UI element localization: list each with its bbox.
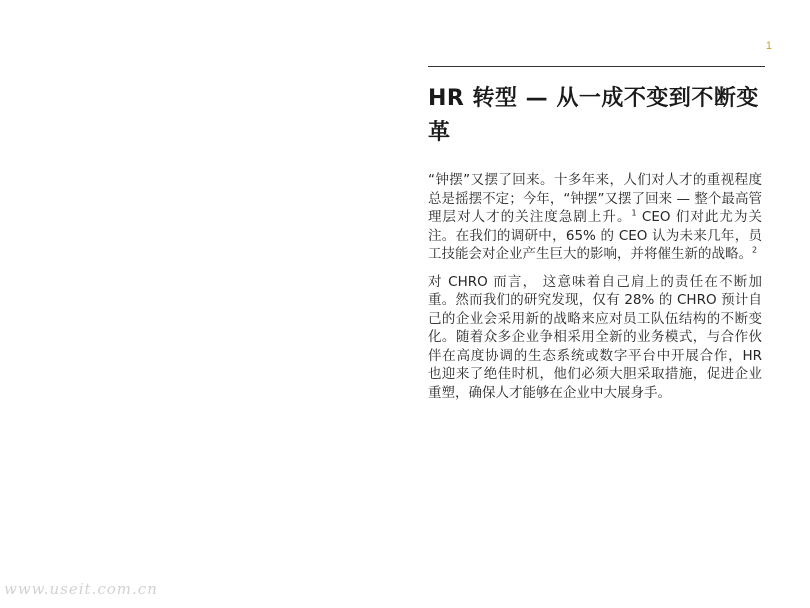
paragraph-1	[428, 171, 762, 264]
page-title: HR 转型 — 从一成不变到不断变革	[428, 86, 759, 145]
page-number: 1	[765, 40, 772, 52]
footnote-ref-1[interactable]: 1	[631, 208, 637, 218]
footnote-ref-2[interactable]: 2	[752, 245, 758, 255]
header-divider	[428, 66, 765, 67]
paragraph-1-text-b: CEO 们对此尤为关注。在我们的调研中，65% 的 CEO 认为未来几年，员工技能会对企业产生巨大的影响，并将催生新的战略。	[428, 209, 763, 262]
body-text	[428, 171, 762, 411]
paragraph-1-text-a: “钟摆”又摆了回来。十多年来，人们对人才的重视程度总是摇摆不定；今年，“钟摆”又摆了回来 — 整个最高管理层对人才的关注度急剧上升。	[428, 172, 762, 225]
watermark: www.useit.com.cn	[4, 580, 158, 598]
paragraph-2: 对 CHRO 而言， 这意味着自己肩上的责任在不断加重。然而我们的研究发现，仅有 28% 的 CHRO 预计自己的企业会采用新的战略来应对员工队伍结构的不断变化。随着众多企业争相采用全新的业务模式，与合作伙伴在高度协调的生态系统或数字平台中开展合作，HR 也迎来了绝佳时机，他们必须大胆采取措施，促进企业重塑，确保人才能够在企业中大展身手。	[428, 273, 762, 401]
